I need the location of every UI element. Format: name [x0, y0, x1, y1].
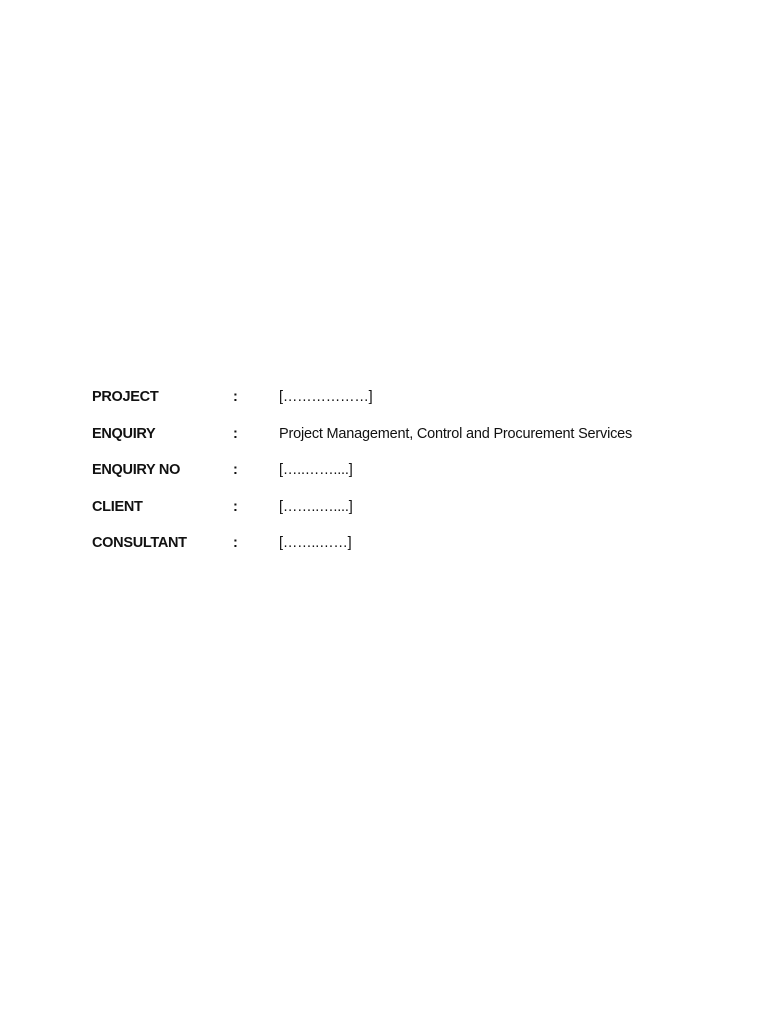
field-separator: :: [233, 462, 238, 478]
field-label-project: PROJECT: [92, 389, 159, 405]
field-separator: :: [233, 498, 238, 515]
field-separator: :: [233, 535, 238, 551]
field-separator: :: [233, 425, 238, 442]
field-value-client: [……..…....]: [279, 498, 353, 515]
field-value-consultant: [……..……]: [279, 535, 352, 551]
field-value-project: [………………]: [279, 389, 373, 405]
field-label-consultant: CONSULTANT: [92, 535, 187, 551]
field-label-enquiry: ENQUIRY: [92, 425, 156, 442]
field-separator: :: [233, 389, 238, 405]
field-value-enquiry: Project Management, Control and Procurement Services: [279, 425, 633, 442]
field-label-client: CLIENT: [92, 498, 143, 515]
field-label-enquiry-no: ENQUIRY NO: [92, 462, 181, 478]
field-row-client: [92, 496, 732, 533]
field-row-project: [92, 386, 732, 423]
field-row-consultant: [92, 532, 732, 569]
field-row-enquiry: [92, 423, 732, 460]
field-value-enquiry-no: […..……....]: [279, 462, 353, 478]
project-details: [92, 386, 732, 569]
field-row-enquiry-no: [92, 459, 732, 496]
